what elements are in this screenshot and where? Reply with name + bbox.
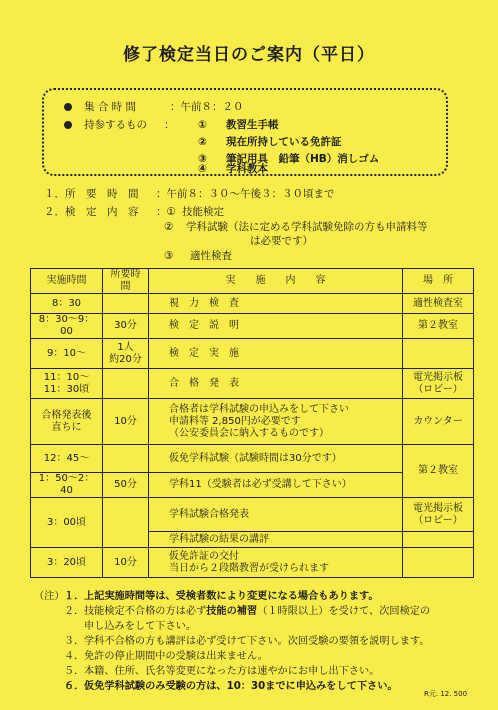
cell-content: 合 格 発 表 [149,369,403,399]
cell-duration: 10分 [103,399,149,445]
carry-item: ③ 筆記用具 鉛筆（HB）消しゴム [198,153,380,165]
table-row [31,314,474,339]
cell-content: 視 力 検 査 [149,294,403,314]
cell-time: 9：10〜 [31,339,103,369]
header-duration: 所要時間 [103,269,149,294]
table-row [31,294,474,314]
bullet-icon [64,103,72,111]
cell-place [403,339,474,369]
header-place: 場 所 [403,269,474,294]
items-row [64,117,175,132]
cell-place: 適性検査室 [403,294,474,314]
table-row [31,399,474,445]
table-row [31,445,474,473]
bullet-icon [64,121,72,129]
note-item: ４．免許の停止期間中の受験は出来ません。 [64,651,268,662]
header-time: 実施時間 [31,269,103,294]
meeting-label: 集 合 時 間 [84,101,137,113]
cell-content: 検 定 説 明 [149,314,403,339]
exam-content-label: ２．検 定 内 容 [44,206,139,218]
cell-time: 11：10〜 11：30頃 [31,369,103,399]
cell-content: 仮免許証の交付 当日から２段階教習が受けられます [149,548,403,578]
note-item: ５．本籍、住所、氏名等変更になった方は速やかにお申し出下さい。 [64,666,380,677]
exam-content-item: ② 学科試験（法に定める学科試験免除の方も申請料等 [164,221,428,233]
cell-place [403,532,474,548]
carry-item: ④ 学科教本 [198,163,268,175]
cell-content: 検 定 実 施 [149,339,403,369]
cell-place: 第２教室 [403,314,474,339]
cell-place: 第２教室 [403,445,474,498]
note-item: ６．仮免学科試験のみ受験の方は、10：30までに申込みをして下さい。 [64,681,398,692]
cell-time: 3：20頃 [31,548,103,578]
cell-place: 電光掲示板 （ロビー） [403,498,474,532]
carry-item: ① 教習生手帳 [198,119,279,131]
cell-duration [103,445,149,473]
cell-time: 8：30 [31,294,103,314]
cell-time: 12：45〜 [31,445,103,473]
cell-content: 学科11（受験者は必ず受講して下さい） [149,473,403,498]
cell-content: 仮免学科試験（試験時間は30分です） [149,445,403,473]
cell-duration: 1人 約20分 [103,339,149,369]
cell-duration [103,294,149,314]
footer-code: R元. 12. 500 [424,690,468,698]
note-item: ２．技能検定不合格の方は必ず技能の補習（１時限以上）を受けて、次回検定の [64,606,431,617]
cell-duration: 30分 [103,314,149,339]
table-row [31,498,474,532]
table-row [31,548,474,578]
cell-content: 学科試験合格発表 [149,498,403,532]
cell-time: 1：50〜2：40 [31,473,103,498]
cell-time: 合格発表後 直ちに [31,399,103,445]
cell-content: 学科試験の結果の講評 [149,532,403,548]
cell-place: 電光掲示板 （ロビー） [403,369,474,399]
header-content: 実 施 内 容 [149,269,403,294]
meeting-time-row [64,99,244,114]
items-label: 持参するもの [84,119,147,131]
schedule-table [30,268,474,578]
items-colon: ： [164,119,175,131]
meeting-value: ：午前８：２０ [170,101,244,113]
cell-duration [103,369,149,399]
cell-place: カウンター [403,399,474,445]
info-box [42,88,448,176]
cell-duration: 50分 [103,473,149,498]
required-time-label: １．所 要 時 間 [44,188,139,200]
required-time-row [44,186,335,201]
carry-item: ② 現在所持している免許証 [198,136,342,148]
note-item: １．上記実施時間等は、受検者数により変更になる場合もあります。 [64,591,379,602]
cell-duration: 10分 [103,548,149,578]
required-time-value: ：午前８：３０〜午後３：３０頃まで [156,188,335,200]
table-header-row [31,269,474,294]
note-item: 申し込みをして下さい。 [84,621,197,632]
cell-content: 合格者は学科試験の申込みをして下さい 申請料等 2,850円が必要です （公安委員会に納入するものです） [149,399,403,445]
cell-duration [103,498,149,548]
cell-place [403,548,474,578]
exam-content-row: ２．検 定 内 容 ：① 技能検定 [44,206,224,218]
notes-label: （注） [34,591,65,602]
cell-time: 3：00頃 [31,498,103,548]
note-item: ３．学科不合格の方も講評は必ず受けて下さい。次回受験の要領を説明します。 [64,636,430,647]
cell-time: 8：30〜9：00 [31,314,103,339]
exam-content-item: ③ 適性検査 [164,250,232,262]
exam-content-item: は必要です） [250,235,313,247]
table-row [31,339,474,369]
page-title: 修了検定当日のご案内（平日） [123,45,375,65]
table-row [31,369,474,399]
